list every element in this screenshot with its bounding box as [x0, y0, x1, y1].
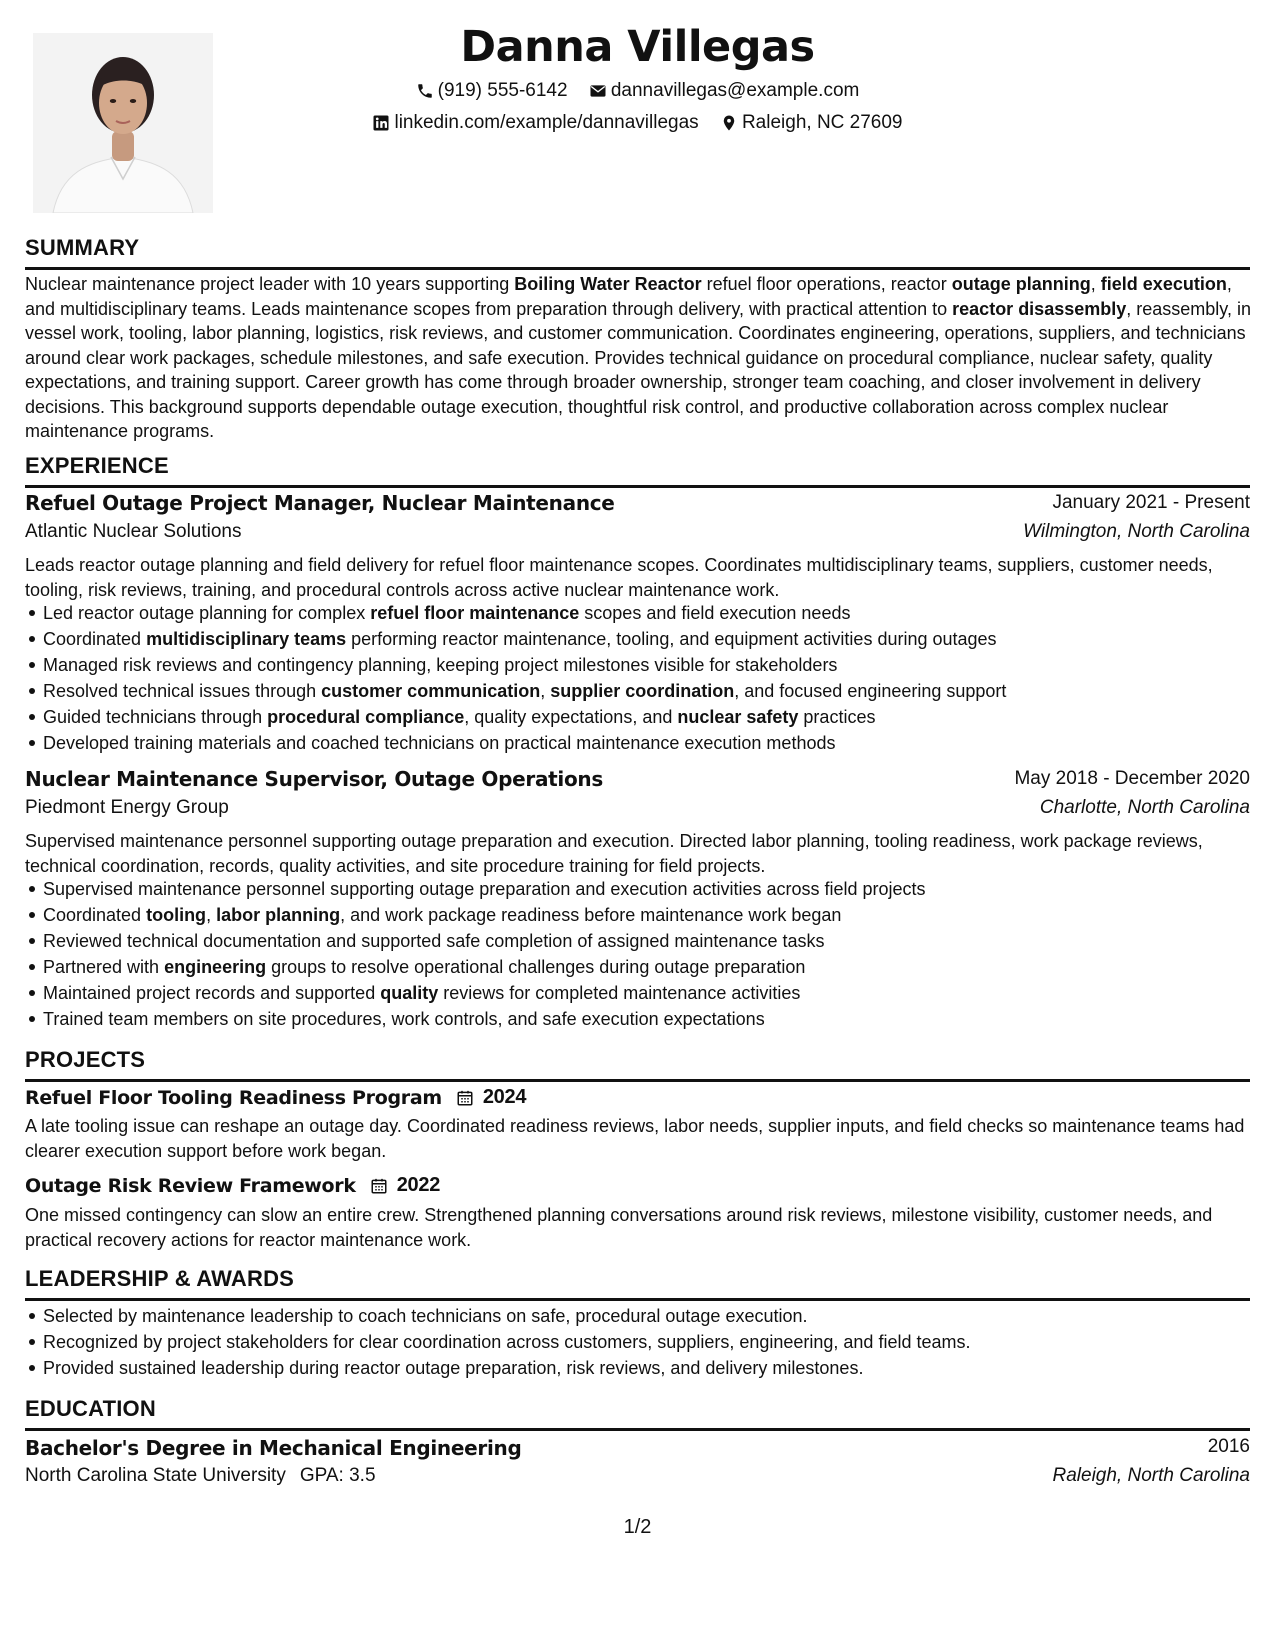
project-year: 2024 [482, 1086, 527, 1108]
bullet-item [43, 928, 1273, 954]
project-description: A late tooling issue can reshape an outage day. Coordinated readiness reviews, labor needs, supplier inputs, and field checks so maintenance teams had clearer execution support before work began. [25, 1116, 1245, 1161]
job-description: Leads reactor outage planning and field delivery for refuel floor maintenance scopes. Coordinates multidisciplinary teams, suppliers, customer needs, tooling, risk reviews, training, and procedural controls across active nuclear maintenance work. [25, 555, 1213, 600]
text-run: , and multidisciplinary teams. Leads maintenance scopes from preparation through delivery, with practical attention to [25, 274, 1232, 319]
emphasis-text: quality [380, 983, 439, 1003]
bullet-item [43, 730, 1273, 756]
text-run: Managed risk reviews and contingency planning, keeping project milestones visible for stakeholders [43, 655, 838, 675]
bullet-item [43, 626, 1273, 652]
job-title: Nuclear Maintenance Supervisor, Outage Operations [25, 767, 603, 791]
job-dates: January 2021 - Present [1052, 492, 1250, 513]
summary-text [25, 272, 1257, 444]
company-name: Atlantic Nuclear Solutions [25, 521, 242, 542]
job-dates: May 2018 - December 2020 [1014, 768, 1250, 789]
experience-heading: EXPERIENCE [25, 453, 1250, 488]
job-location: Wilmington, North Carolina [1023, 521, 1250, 542]
text-run: Maintained project records and supported [43, 983, 381, 1003]
phone-contact[interactable] [416, 80, 568, 102]
project-description: One missed contingency can slow an entire crew. Strengthened planning conversations around risk reviews, milestone visibility, customer needs, and practical recovery actions for reactor maintenance work. [25, 1205, 1213, 1250]
text-run: Coordinated [43, 629, 147, 649]
linkedin-icon [372, 114, 390, 132]
phone-text: (919) 555-6142 [437, 80, 568, 101]
text-run: Reviewed technical documentation and supported safe completion of assigned maintenance tasks [43, 931, 825, 951]
job-location: Charlotte, North Carolina [1039, 797, 1250, 818]
text-run: scopes and field execution needs [579, 603, 851, 623]
text-run: , quality expectations, and [464, 707, 678, 727]
emphasis-text: nuclear safety [677, 707, 799, 727]
bullet-item [43, 652, 1273, 678]
bullet-item [43, 980, 1273, 1006]
bullet-item [43, 1006, 1273, 1032]
job-bullet-list [25, 876, 1273, 1032]
leadership-heading: LEADERSHIP & AWARDS [25, 1266, 1250, 1301]
project-title: Outage Risk Review Framework [25, 1174, 356, 1197]
emphasis-text: customer communication [321, 681, 541, 701]
text-run: , [206, 905, 217, 925]
phone-icon [416, 82, 434, 100]
contact-line-2 [0, 112, 1275, 138]
text-run: , and work package readiness before maintenance work began [340, 905, 842, 925]
map-pin-icon [720, 114, 738, 132]
calendar-icon [456, 1089, 474, 1107]
email-text: dannavillegas@example.com [610, 80, 860, 101]
email-contact[interactable] [589, 80, 859, 102]
bullet-item [43, 704, 1273, 730]
text-run: , [1090, 274, 1101, 294]
bullet-item [43, 600, 1273, 626]
emphasis-text: engineering [164, 957, 267, 977]
emphasis-text: outage planning [951, 274, 1091, 294]
emphasis-text: tooling [146, 905, 207, 925]
text-run: Led reactor outage planning for complex [43, 603, 371, 623]
emphasis-text: supplier coordination [550, 681, 735, 701]
project-title-row [25, 1174, 440, 1197]
text-run: refuel floor operations, reactor [701, 274, 952, 294]
text-run: , [540, 681, 551, 701]
project-title-row [25, 1086, 526, 1109]
candidate-name: Danna Villegas [460, 22, 815, 72]
job-bullet-list [25, 600, 1273, 756]
text-run: performing reactor maintenance, tooling, and equipment activities during outages [346, 629, 997, 649]
emphasis-text: labor planning [216, 905, 341, 925]
text-run: , and focused engineering support [734, 681, 1007, 701]
bullet-item [43, 954, 1273, 980]
degree-title: Bachelor's Degree in Mechanical Engineering [25, 1436, 522, 1460]
leadership-item: Provided sustained leadership during reactor outage preparation, risk reviews, and delivery milestones. [43, 1355, 1273, 1381]
calendar-icon [370, 1177, 388, 1195]
bullet-item [43, 678, 1273, 704]
text-run: Developed training materials and coached technicians on practical maintenance execution methods [43, 733, 836, 753]
text-run: Supervised maintenance personnel supporting outage preparation and execution activities across field projects [43, 879, 926, 899]
text-run: Guided technicians through [43, 707, 268, 727]
school-name: North Carolina State University [25, 1465, 286, 1486]
text-run: reviews for completed maintenance activities [438, 983, 801, 1003]
education-heading: EDUCATION [25, 1396, 1250, 1431]
school-row [25, 1465, 376, 1487]
location-text: Raleigh, NC 27609 [741, 112, 903, 133]
emphasis-text: multidisciplinary teams [146, 629, 347, 649]
text-run: Trained team members on site procedures, work controls, and safe execution expectations [43, 1009, 765, 1029]
emphasis-text: field execution [1100, 274, 1227, 294]
gpa: GPA: 3.5 [299, 1465, 376, 1486]
job-description: Supervised maintenance personnel supporting outage preparation and execution. Directed labor planning, tooling readiness, work package reviews, technical coordination, records, quality activities, and site procedure training for field projects. [25, 831, 1203, 876]
school-location: Raleigh, North Carolina [1052, 1465, 1250, 1486]
text-run: Resolved technical issues through [43, 681, 322, 701]
linkedin-contact[interactable] [372, 112, 698, 134]
project-year: 2022 [396, 1174, 441, 1196]
location-contact [720, 112, 903, 134]
text-run: groups to resolve operational challenges during outage preparation [266, 957, 806, 977]
emphasis-text: Boiling Water Reactor [514, 274, 702, 294]
contact-line-1 [0, 80, 1275, 106]
job-title: Refuel Outage Project Manager, Nuclear Maintenance [25, 491, 615, 515]
text-run: practices [798, 707, 876, 727]
graduation-year: 2016 [1207, 1436, 1250, 1457]
text-run: Partnered with [43, 957, 165, 977]
leadership-item: Selected by maintenance leadership to coach technicians on safe, procedural outage execution. [43, 1303, 1273, 1329]
linkedin-text: linkedin.com/example/dannavillegas [394, 112, 699, 133]
bullet-item [43, 902, 1273, 928]
projects-heading: PROJECTS [25, 1047, 1250, 1082]
text-run: , reassembly, in vessel work, tooling, labor planning, logistics, risk reviews, and customer communication. Coordinates engineering, operations, suppliers, and technicians around clear work packages, schedule milestones, and safe execution. Provides technical guidance on procedural compliance, nuclear safety, quality expectations, and training support. Career growth has come through broader ownership, stronger team coaching, and closer involvement in delivery decisions. This background supports dependable outage execution, thoughtful risk control, and productive collaboration across complex nuclear maintenance programs. [25, 298, 1251, 441]
company-name: Piedmont Energy Group [25, 797, 229, 818]
emphasis-text: reactor disassembly [952, 298, 1127, 319]
page-number: 1/2 [623, 1516, 652, 1538]
leadership-list [25, 1303, 1273, 1381]
emphasis-text: refuel floor maintenance [370, 603, 580, 623]
summary-heading: SUMMARY [25, 235, 1250, 270]
text-run: Coordinated [43, 905, 147, 925]
emphasis-text: procedural compliance [267, 707, 465, 727]
leadership-item: Recognized by project stakeholders for clear coordination across customers, suppliers, engineering, and field teams. [43, 1329, 1273, 1355]
project-title: Refuel Floor Tooling Readiness Program [25, 1086, 442, 1109]
envelope-icon [589, 82, 607, 100]
text-run: Nuclear maintenance project leader with 10 years supporting [25, 274, 515, 294]
bullet-item [43, 876, 1273, 902]
